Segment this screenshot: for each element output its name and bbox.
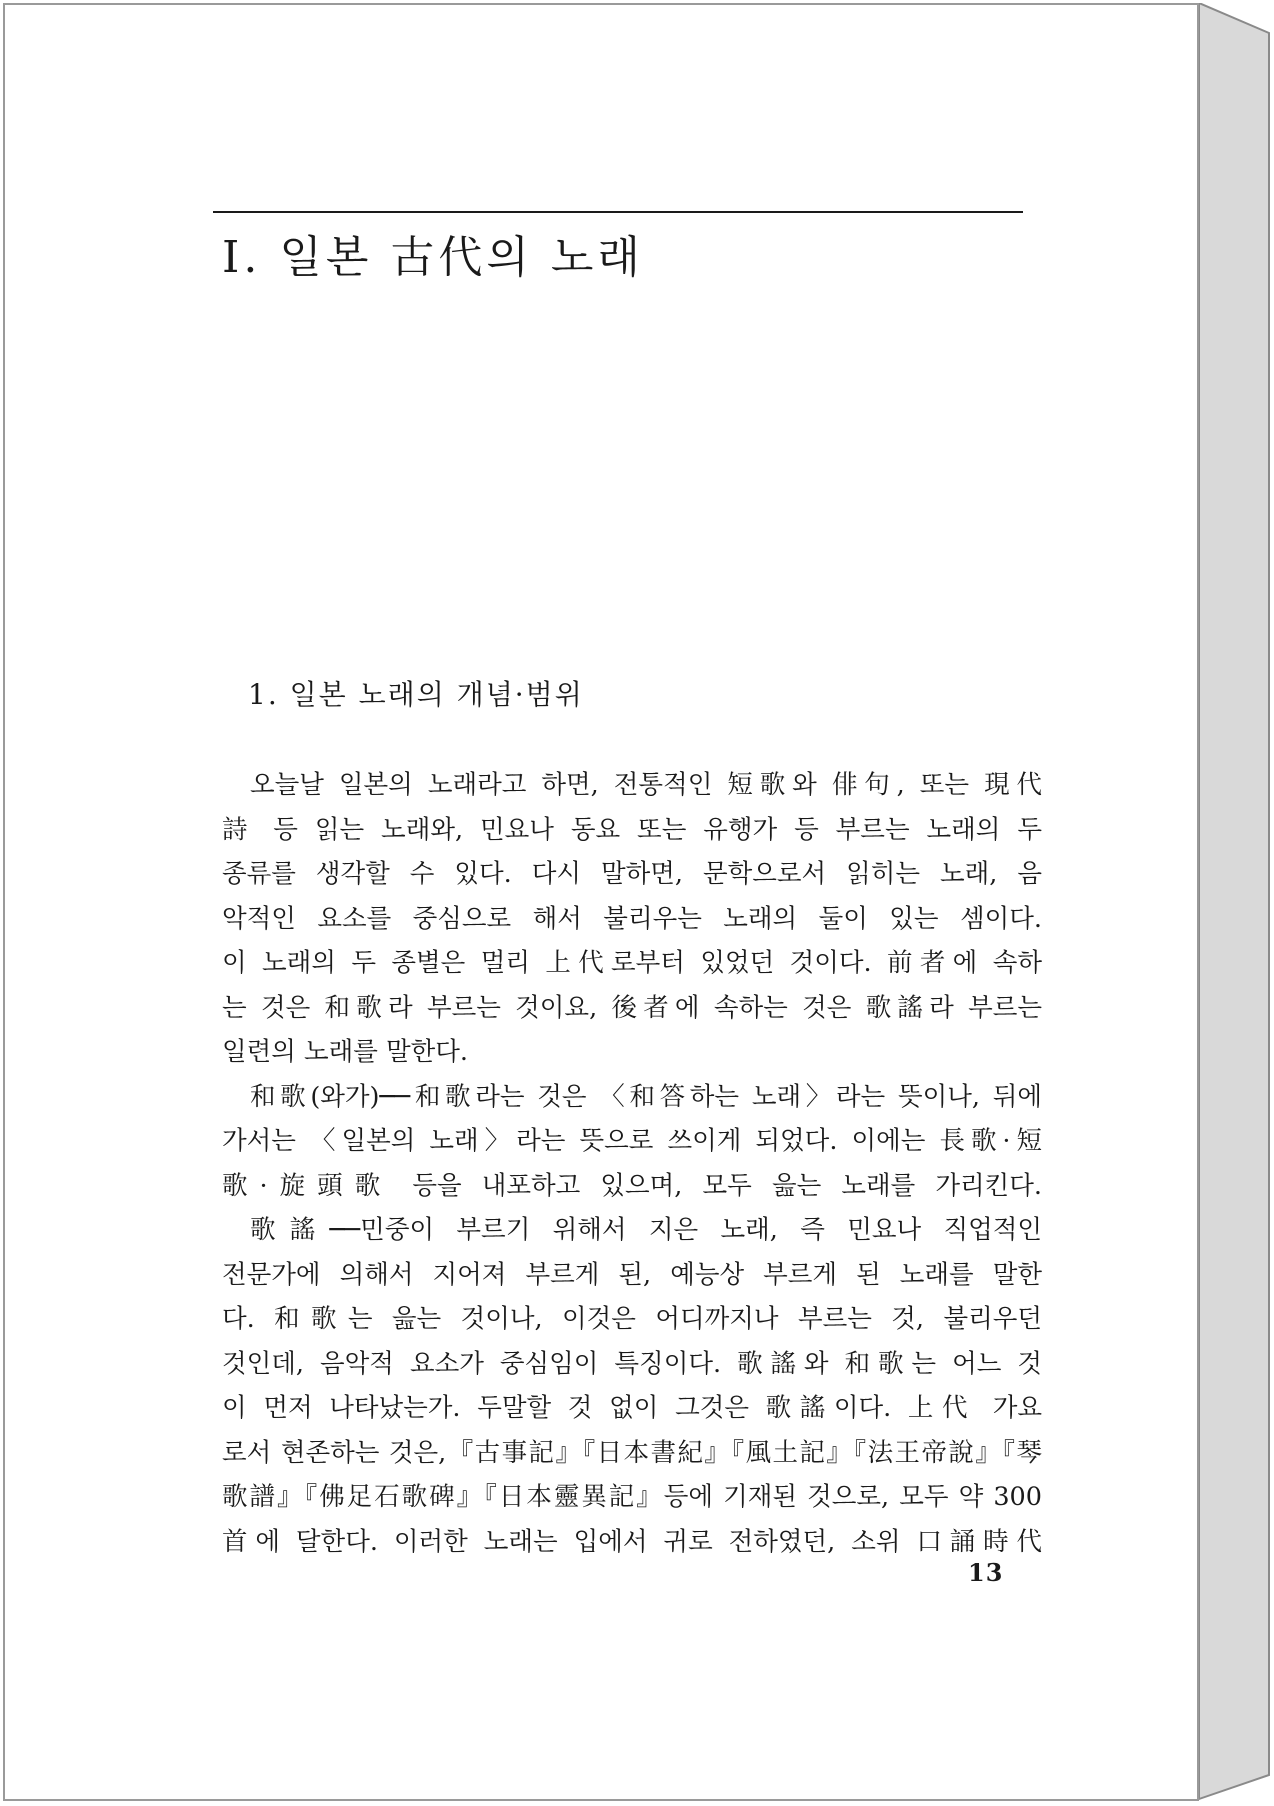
section-heading: 1. 일본 노래의 개념·범위 (248, 678, 584, 711)
body-text (222, 763, 1042, 1564)
book-side-edge (1199, 3, 1271, 1801)
body-line: 종류를 생각할 수 있다. 다시 말하면, 문학으로서 읽히는 노래, 음 (222, 859, 1042, 889)
chapter-title: I. 일본 古代의 노래 (222, 232, 644, 283)
chapter-rule (213, 211, 1023, 213)
body-line: 전문가에 의해서 지어져 부르게 된, 예능상 부르게 된 노래를 말한 (222, 1259, 1042, 1290)
body-line: 歌·旋頭歌 등을 내포하고 있으며, 모두 읊는 노래를 가리킨다. (222, 1170, 1042, 1201)
body-line: 일련의 노래를 말한다. (222, 1037, 469, 1067)
body-line: 이 노래의 두 종별은 멀리 上代로부터 있었던 것이다. 前者에 속하 (222, 948, 1042, 978)
body-line: 로서 현존하는 것은,『古事記』『日本書紀』『風土記』『法王帝說』『琴 (222, 1437, 1042, 1468)
body-line: 다. 和歌는 읊는 것이나, 이것은 어디까지나 부르는 것, 불리우던 (222, 1304, 1042, 1334)
body-line: 和歌(와가)──和歌라는 것은 〈和答하는 노래〉라는 뜻이나, 뒤에 (250, 1081, 1042, 1112)
body-line: 것인데, 음악적 요소가 중심임이 특징이다. 歌謠와 和歌는 어느 것 (222, 1348, 1042, 1379)
body-line: 오늘날 일본의 노래라고 하면, 전통적인 短歌와 俳句, 또는 現代 (250, 770, 1042, 800)
body-line: 首에 달한다. 이러한 노래는 입에서 귀로 전하였던, 소위 口誦時代 (222, 1526, 1042, 1557)
body-line: 악적인 요소를 중심으로 해서 불리우는 노래의 둘이 있는 셈이다. (222, 903, 1042, 934)
body-line: 이 먼저 나타났는가. 두말할 것 없이 그것은 歌謠이다. 上代 가요 (222, 1393, 1042, 1423)
book-edge-graphic (1199, 3, 1271, 1801)
body-line: 歌謠──민중이 부르기 위해서 지은 노래, 즉 민요나 직업적인 (250, 1215, 1042, 1245)
body-line: 는 것은 和歌라 부르는 것이요, 後者에 속하는 것은 歌謠라 부르는 (222, 992, 1042, 1023)
page-number: 13 (968, 1558, 1004, 1587)
body-line: 가서는 〈일본의 노래〉라는 뜻으로 쓰이게 되었다. 이에는 長歌·短 (222, 1126, 1042, 1156)
body-line: 歌譜』『佛足石歌碑』『日本靈異記』등에 기재된 것으로, 모두 약 300 (222, 1482, 1042, 1512)
body-line: 詩 등 읽는 노래와, 민요나 동요 또는 유행가 등 부르는 노래의 두 (222, 814, 1042, 845)
book-edge-face (1199, 3, 1269, 1799)
